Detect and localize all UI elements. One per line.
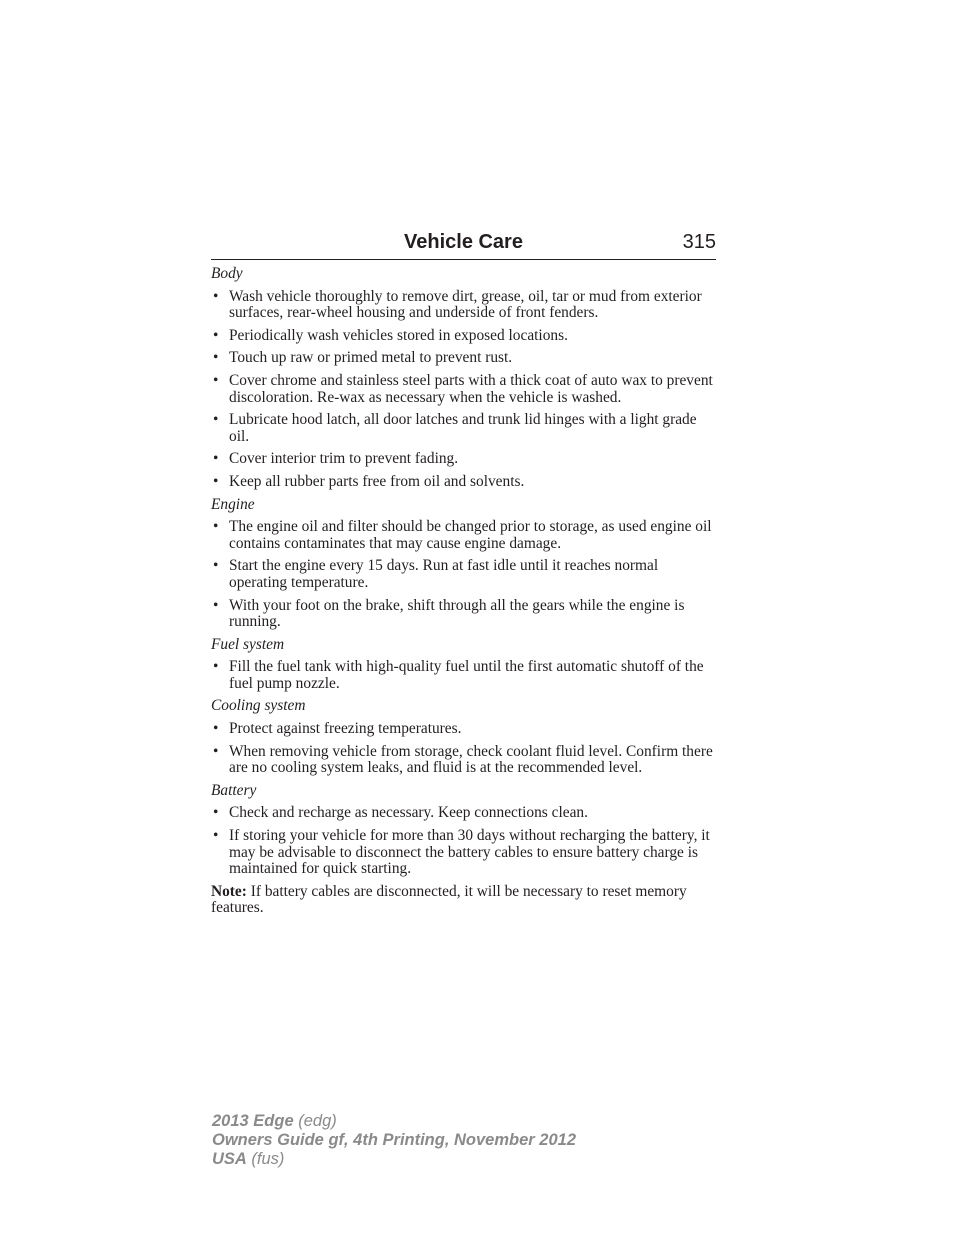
page-footer [212,1112,576,1169]
list-item: • Lubricate hood latch, all door latches and trunk lid hinges with a light grade oil. [213,411,697,445]
list-item: • With your foot on the brake, shift through all the gears while the engine is running. [213,596,685,631]
note-label: Note: [211,882,247,900]
bullet-icon: • [213,827,219,845]
page-number: 315 [682,231,716,253]
bullet-icon: • [213,411,219,429]
list-item: • Touch up raw or primed metal to prevent rust. [213,349,513,367]
list-item: • Cover chrome and stainless steel parts with a thick coat of auto wax to prevent discoloration. Re-wax as necessary when the vehicle is washed. [213,371,713,406]
footer-line-region: USA (fus) [212,1150,285,1168]
bullet-icon: • [213,742,219,760]
list-item: • If storing your vehicle for more than 30 days without recharging the battery, it may be advisable to disconnect the battery cables to ensure battery charge is maintained for quick starting. [213,827,710,878]
bullet-icon: • [213,658,219,676]
list-item: • Fill the fuel tank with high-quality fuel until the first automatic shutoff of the fuel pump nozzle. [213,658,704,692]
bullet-icon: • [213,720,219,738]
bullet-icon: • [213,450,219,468]
bullet-icon: • [213,518,219,536]
page-header [211,228,716,260]
fuel-system-list [211,659,717,692]
cooling-system-list [211,721,717,777]
list-item: • Keep all rubber parts free from oil and solvents. [213,472,525,490]
section-heading-fuel-system: Fuel system [211,635,285,653]
bullet-icon: • [213,472,219,490]
page-title: Vehicle Care [404,231,523,253]
section-heading-body: Body [211,265,243,282]
list-item: • Check and recharge as necessary. Keep connections clean. [213,804,588,822]
list-item: • Periodically wash vehicles stored in exposed locations. [213,326,568,344]
list-item: • Wash vehicle thoroughly to remove dirt, grease, oil, tar or mud from exterior surfaces, rear-wheel housing and underside of front fenders. [213,287,702,322]
section-heading-engine: Engine [211,495,255,513]
bullet-icon: • [213,596,219,614]
footer-line-model: 2013 Edge (edg) [212,1112,337,1130]
battery-list [211,805,717,877]
engine-list [211,519,717,631]
section-heading-battery: Battery [211,781,257,799]
list-item: • Protect against freezing temperatures. [213,720,462,738]
bullet-icon: • [213,326,219,344]
list-item: • Cover interior trim to prevent fading. [213,450,459,468]
note-paragraph [211,884,717,917]
body-list [211,289,717,491]
list-item: • Start the engine every 15 days. Run at fast idle until it reaches normal operating temperature. [213,557,659,591]
main-content [211,266,717,917]
bullet-icon: • [213,804,219,822]
section-heading-cooling-system: Cooling system [211,697,306,715]
bullet-icon: • [213,349,219,367]
bullet-icon: • [213,557,219,575]
list-item: • The engine oil and filter should be changed prior to storage, as used engine oil contains contaminates that may cause engine damage. [213,518,712,552]
bullet-icon: • [213,371,219,389]
bullet-icon: • [213,287,219,305]
footer-line-printing: Owners Guide gf, 4th Printing, November 2012 [212,1131,576,1149]
list-item: • When removing vehicle from storage, check coolant fluid level. Confirm there are no cooling system leaks, and fluid is at the recommended level. [213,742,713,777]
note-text: If battery cables are disconnected, it will be necessary to reset memory features. [211,882,687,917]
